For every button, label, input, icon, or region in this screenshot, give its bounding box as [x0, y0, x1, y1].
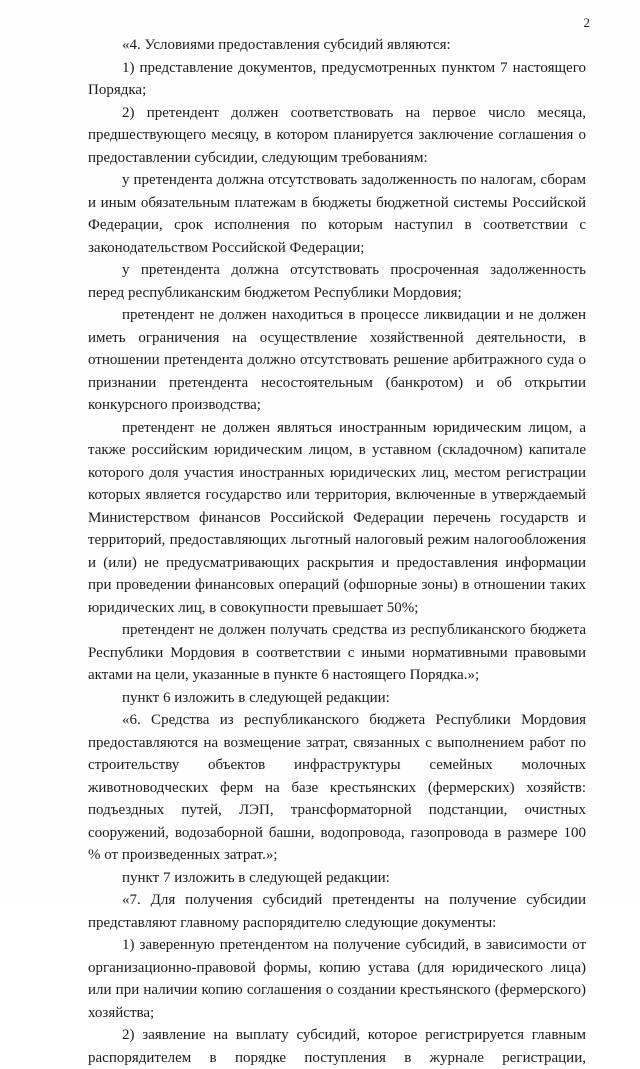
paragraph-other-funds: претендент не должен получать средства из республиканского бюджета Республики Мордовия в соответствии с иными нормативными правовыми актами на цели, указанные в пункте 6 настоящего Порядка.»;	[88, 622, 586, 683]
paragraph-conditions-heading: «4. Условиями предоставления субсидий являются:	[122, 37, 451, 53]
paragraph-item-7-text: «7. Для получения субсидий претенденты на получение субсидии представляют главному распорядителю следующие документы:	[88, 892, 586, 931]
document-body	[88, 34, 586, 1069]
paragraph-item-7-intro: пункт 7 изложить в следующей редакции:	[122, 869, 390, 886]
paragraph-foreign-entity: претендент не должен являться иностранным юридическим лицом, а также российским юридическим лицом, в уставном (складочном) капитале которого доля участия иностранных юридических лиц, местом регистрации которых является государство или территория, включенные в утверждаемый Министерством финансов Российской Федерации перечень государств и территорий, предоставляющих льготный налоговый режим налогообложения и (или) не предусматривающих раскрытия и предоставления информации при проведении финансовых операций (офшорные зоны) в отношении таких юридических лиц, в совокупности превышает 50%;	[88, 419, 586, 616]
paragraph-budget-debt: у претендента должна отсутствовать просроченная задолженность перед республиканским бюджетом Республики Мордовия;	[88, 262, 586, 301]
page-number: 2	[583, 15, 590, 30]
paragraph-item-2: 2) претендент должен соответствовать на первое число месяца, предшествующего месяцу, в котором планируется заключение соглашения о предоставлении субсидии, следующим требованиям:	[88, 104, 586, 166]
paragraph-doc-1: 1) заверенную претендентом на получение субсидий, в зависимости от организационно-правовой формы, копию устава (для юридического лица) или при наличии копию соглашения о создании крестьянского (фермерского) хозяйства;	[88, 937, 586, 1021]
paragraph-item-6-intro: пункт 6 изложить в следующей редакции:	[122, 689, 390, 706]
paragraph-item-1: 1) представление документов, предусмотренных пунктом 7 настоящего Порядка;	[88, 59, 586, 98]
paragraph-tax-debt: у претендента должна отсутствовать задолженность по налогам, сборам и иным обязательным платежам в бюджеты бюджетной системы Российской Федерации, срок исполнения по которым наступил в соответствии с законодательством Российской Федерации;	[88, 172, 586, 256]
paragraph-item-6-text: «6. Средства из республиканского бюджета Республики Мордовия предоставляются на возмещение затрат, связанных с выполнением работ по строительству объектов инфраструктуры семейных молочных животноводческих ферм на базе крестьянских (фермерских) хозяйств: подъездных путей, ЛЭП, трансформаторной подстанции, очистных сооружений, водозаборной башни, водопровода, газопровода в размере 100 % от произведенных затрат.»;	[88, 712, 586, 863]
paragraph-doc-2: 2) заявление на выплату субсидий, которое регистрируется главным распорядителем в порядке поступления в журнале регистрации,	[88, 1027, 586, 1066]
paragraph-liquidation: претендент не должен находиться в процессе ликвидации и не должен иметь ограничения на осуществление хозяйственной деятельности, в отношении претендента должно отсутствовать решение арбитражного суда о признании претендента несостоятельным (банкротом) и об открытии конкурсного производства;	[88, 307, 586, 413]
